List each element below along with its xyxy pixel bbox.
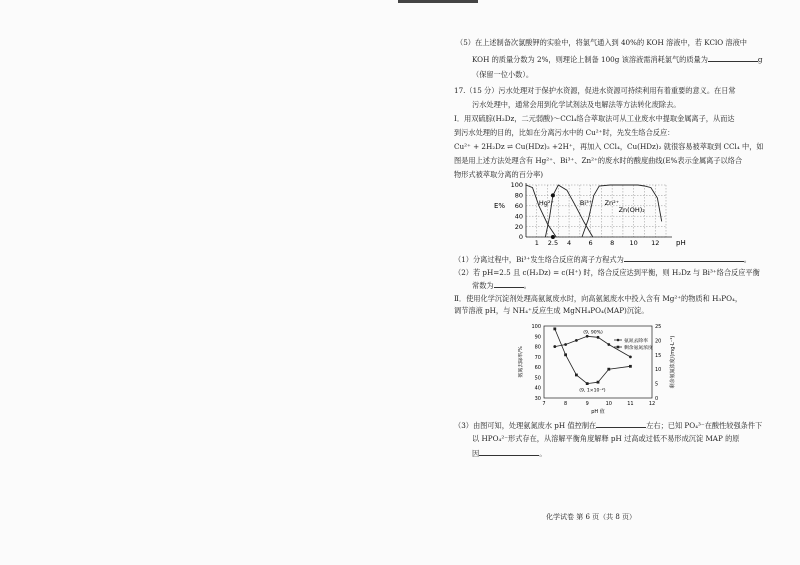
x-axis-label: pH [676, 239, 686, 247]
q17-sub1: （1）分离过程中，Bi³⁺发生络合反应的离子方程式为 。 [454, 255, 751, 264]
y-tick-label: 100 [531, 324, 541, 330]
removal-point [607, 343, 610, 346]
x-tick-label: 12 [651, 239, 660, 247]
x-tick-label: 7 [542, 401, 546, 407]
q17-sub3-cont2: 因 。 [472, 449, 547, 458]
residual-point [553, 327, 556, 330]
curve-label: Bi³⁺ [579, 198, 593, 207]
legend-label: 氨氮去除率 [624, 339, 648, 344]
removal-point [586, 335, 589, 338]
q17-part2-line1: Ⅱ．使用化学沉淀剂处理高氨氮废水时，向高氨氮废水中投入含有 Mg²⁺的物质和 H₃PO₄， [454, 294, 743, 303]
q17-part1-line3: Cu²⁺ + 2H₂Dz ⇌ Cu(HDz)₂ +2H⁺，再加入 CCl₄，Cu(HDz)₂ 就很容易被萃取到 CCl₄ 中，如 [454, 142, 764, 151]
point-annotation: (9, 90%) [583, 330, 603, 336]
y-tick-label: 80 [514, 191, 523, 200]
y-tick-label: 60 [534, 365, 541, 372]
removal-point [597, 336, 600, 339]
y-tick-label: 90 [534, 334, 541, 341]
removal-point [575, 339, 578, 342]
residual-point [597, 381, 600, 384]
x-tick-label: 12 [648, 401, 656, 407]
curve-label: Zn(OH)₂ [618, 206, 645, 215]
point-annotation: (9, 1×10⁻²) [579, 388, 606, 394]
removal-point [564, 343, 567, 346]
x-tick-label: 10 [629, 239, 638, 247]
y2-axis-label: 剩余氨氮浓度/(mg·L⁻¹) [670, 335, 676, 389]
data-point [551, 193, 555, 197]
q17-part1-line5: 物形式被萃取分离的百分率) [454, 170, 544, 179]
y-tick-label: 40 [534, 385, 541, 392]
y-tick-label: 60 [514, 202, 523, 210]
q17-heading: 17.（15 分）污水处理对于保护水资源，促进水资源可持续利用有着重要的意义。在日常 [454, 86, 736, 95]
x-tick-label: 8 [610, 239, 615, 247]
y-tick-label: 20 [514, 222, 523, 231]
y-axis-label: 氨氮去除率/% [518, 346, 524, 378]
ammonia-removal-chart [518, 320, 678, 415]
curve-label: Hg²⁺ [538, 198, 554, 207]
answer-blank[interactable] [479, 448, 539, 456]
y-tick-label: 100 [510, 181, 523, 190]
y-tick-label: 80 [534, 344, 541, 351]
q17-part1-line1: Ⅰ．用双硫腙(H₂Dz，二元弱酸)～CCl₄络合萃取法可从工业废水中提取金属离子，从而达 [454, 114, 735, 123]
x-axis-label: pH 值 [591, 409, 605, 415]
y2-tick-label: 20 [655, 338, 662, 345]
scan-mark [398, 0, 478, 3]
q5-line3: （保留一位小数）。 [472, 70, 534, 79]
x-tick-label: 10 [605, 401, 612, 407]
answer-blank[interactable] [494, 280, 524, 288]
x-tick-label: 6 [588, 239, 593, 247]
residual-point [564, 353, 567, 356]
y2-tick-label: 25 [655, 324, 662, 330]
x-tick-label: 8 [564, 401, 568, 407]
page-footer: 化学试卷 第 6 页（共 8 页） [546, 513, 637, 521]
x-tick-label: 2.5 [547, 239, 559, 247]
residual-point [586, 382, 589, 385]
curve-label: Zn²⁺ [604, 198, 620, 207]
q17-sub3-cont: 以 HPO₄²⁻形式存在，从溶解平衡角度解释 pH 过高或过低不易形成沉淀 MAP 的原 [472, 434, 740, 443]
x-tick-label: 1 [534, 239, 539, 247]
x-tick-label: 4 [567, 239, 572, 247]
q17-sub2-cont: 常数为 。 [472, 281, 531, 290]
legend-marker [617, 346, 620, 349]
residual-point [575, 374, 578, 377]
y2-tick-label: 15 [655, 352, 662, 359]
removal-point [553, 345, 556, 348]
residual-point [607, 368, 610, 371]
answer-blank[interactable] [708, 54, 758, 62]
legend-label: 剩余氨氮浓度 [624, 346, 653, 351]
series-line [526, 185, 556, 237]
removal-point [629, 355, 632, 358]
y-tick-label: 30 [534, 396, 541, 402]
q17-heading-cont: 污水处理中，通常会用到化学试剂法及电解法等方法转化废除去。 [472, 100, 681, 109]
y-axis-label: E% [494, 201, 506, 210]
q17-part1-line2: 到污水处理的目的，比如在分离污水中的 Cu²⁺时，先发生络合反应： [454, 128, 675, 137]
x-tick-label: 9 [585, 401, 589, 407]
q17-part2-line2: 调节溶液 pH，与 NH₄⁺反应生成 MgNH₄PO₄(MAP)沉淀。 [454, 306, 649, 315]
residual-point [629, 365, 632, 368]
y2-tick-label: 10 [655, 367, 662, 374]
x-tick-label: 11 [627, 401, 634, 407]
y2-tick-label: 0 [655, 396, 659, 402]
y-tick-label: 40 [514, 212, 523, 221]
y-tick-label: 0 [518, 233, 523, 242]
data-point [551, 235, 555, 239]
q5-line1: （5）在上述制备次氯酸钾的实验中，将氯气通入到 40%的 KOH 溶液中，若 KClO 溶液中 [456, 38, 747, 47]
answer-blank[interactable] [624, 254, 744, 262]
acidity-curve-chart [488, 180, 698, 250]
q17-sub3: （3）由图可知，处理氨氮废水 pH 值控制在 左右；已知 PO₄³⁻在酸性较强条件下 [454, 421, 763, 430]
legend-marker [617, 339, 620, 342]
y2-tick-label: 5 [655, 381, 659, 388]
answer-blank[interactable] [596, 420, 646, 428]
q5-line2: KOH 的质量分数为 2%，则理论上制备 100g 该溶液需消耗氯气的质量为 g [472, 55, 763, 64]
q17-part1-line4: 图是用上述方法处理含有 Hg²⁺、Bi³⁺、Zn²⁺的废水时的酸度曲线(E%表示金属离子以络合 [454, 156, 743, 165]
y-tick-label: 50 [534, 375, 541, 382]
q17-sub2: （2）若 pH=2.5 且 c(H₂Dz) = c(H⁺) 时，络合反应达到平衡，则 H₂Dz 与 Bi³⁺络合反应平衡 [454, 268, 760, 277]
series-line [545, 185, 592, 237]
y-tick-label: 70 [534, 354, 541, 361]
